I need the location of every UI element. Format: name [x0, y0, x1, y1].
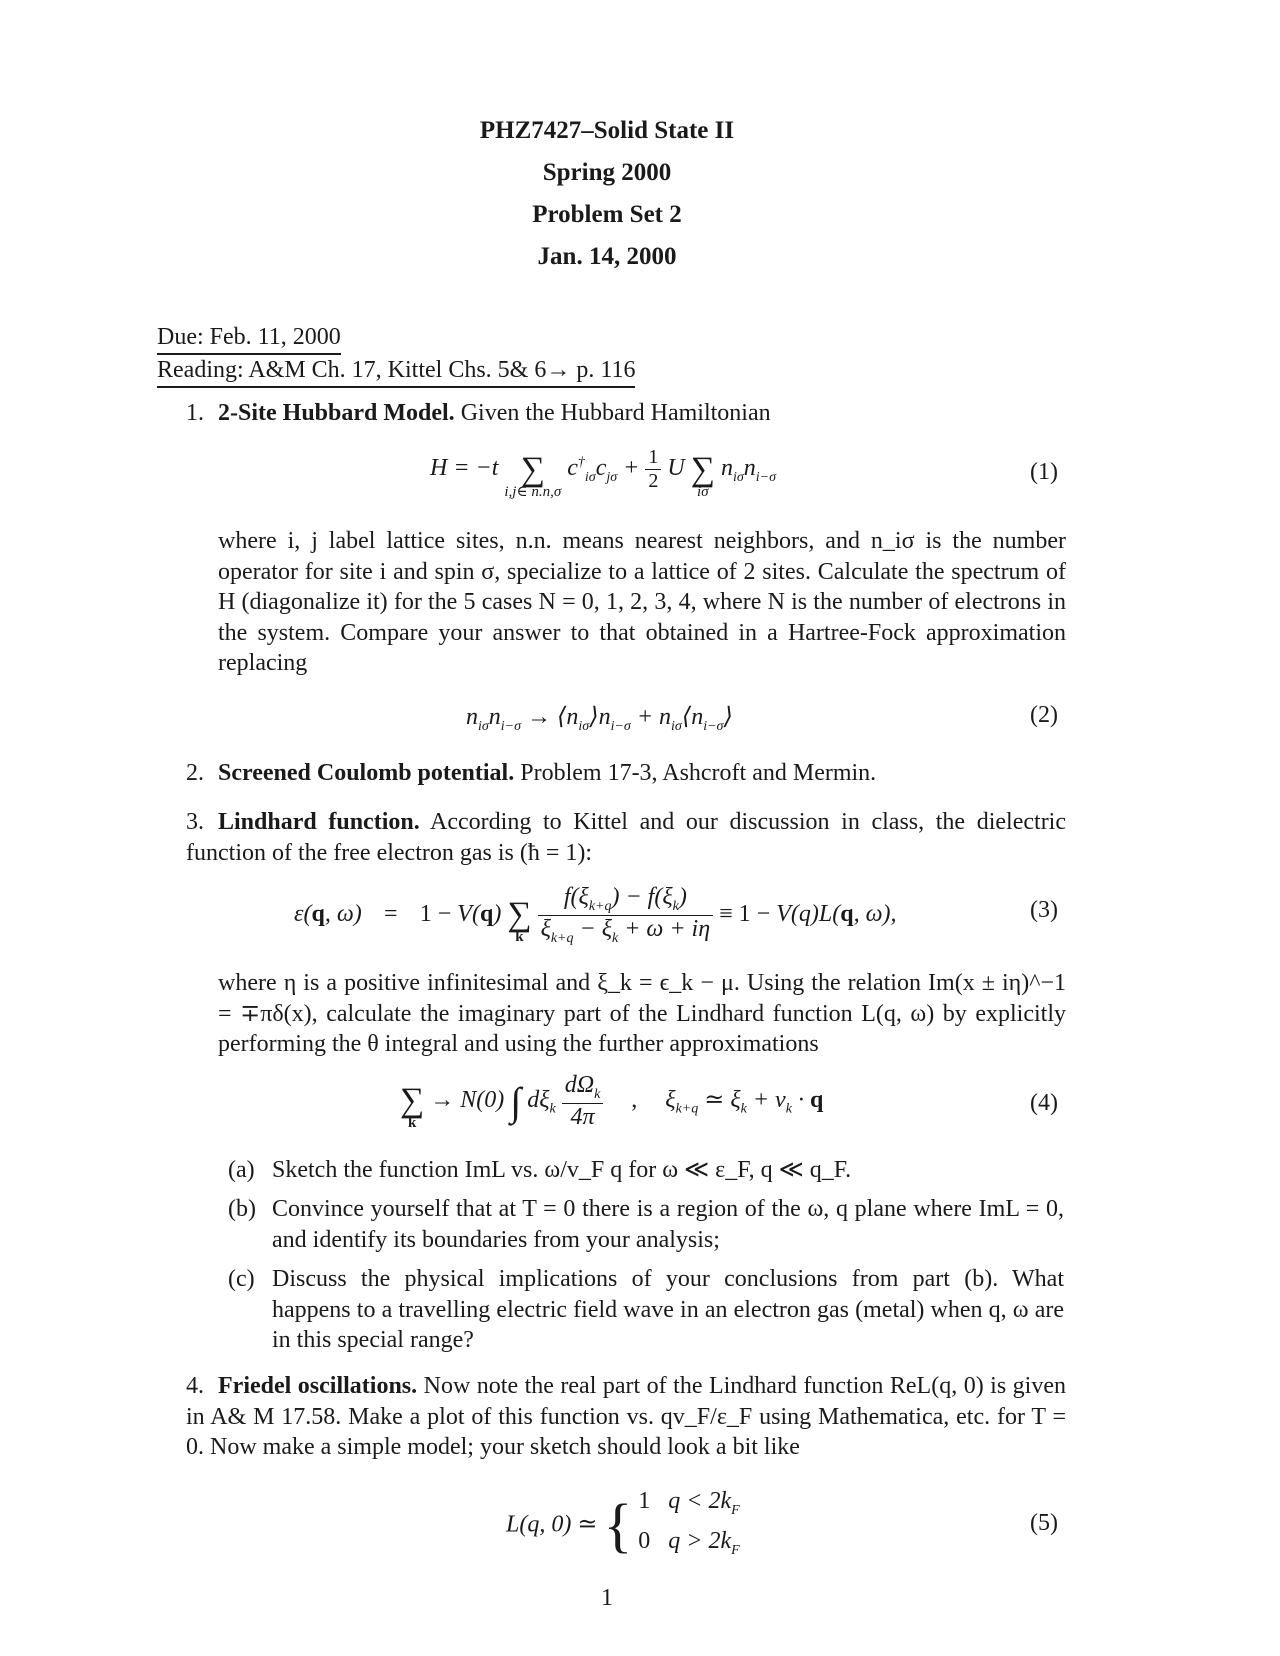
problem-number: 3.	[186, 809, 204, 835]
equation-number-3: (3)	[1030, 897, 1058, 923]
problem-3-body: where η is a positive infinitesimal and ξ_k = ϵ_k − μ. Using the relation Im(x ± iη)^−1 = ∓πδ(x), calculate the imaginary part of the Lindhard function L(q, ω) by explicitly performing the θ integral and using the further approximations	[218, 970, 1066, 1057]
issue-date: Jan. 14, 2000	[537, 243, 677, 270]
reading-assignment: Reading: A&M Ch. 17, Kittel Chs. 5& 6→ p. 116	[157, 355, 635, 388]
part-text: Convince yourself that at T = 0 there is a region of the ω, q plane where ImL = 0, and identify its boundaries from your analysis;	[272, 1196, 1064, 1253]
problem-2-heading	[186, 758, 1066, 789]
problem-intro: Now note the real part of the Lindhard function ReL(q, 0) is given in A& M 17.58. Make a plot of this function vs. qv_F/ε_F using Mathematica, etc. for T = 0. Now make a simple model; your sketch should look a bit like	[186, 1373, 1067, 1460]
problem-1-heading	[186, 398, 1066, 429]
problem-number: 4.	[186, 1373, 204, 1399]
problem-title: Lindhard function.	[218, 809, 420, 835]
problem-1-body: where i, j label lattice sites, n.n. means nearest neighbors, and n_iσ is the number operator for site i and spin σ, specialize to a lattice of 2 sites. Calculate the spectrum of H (diagonalize it) for the 5 cases N = 0, 1, 2, 3, 4, where N is the number of electrons in the system. Compare your answer to that obtained in a Hartree-Fock approximation replacing	[218, 528, 1066, 676]
equation-hartree-fock: $n_{i\sigma}n_{i-\sigma}$ → $⟨n_{i\sigma}⟩n_{i-\sigma}$ + $n_{i\sigma}⟨n_{i-\sigma}⟩$	[466, 704, 733, 734]
equation-number-5: (5)	[1030, 1510, 1058, 1536]
part-text: Sketch the function ImL vs. ω/v_F q for ω ≪ ε_F, q ≪ q_F.	[272, 1157, 852, 1183]
problem-number: 2.	[186, 760, 204, 786]
problem-number: 1.	[186, 400, 204, 426]
problem-intro: Problem 17-3, Ashcroft and Mermin.	[520, 760, 877, 786]
problem-title: Friedel oscillations.	[218, 1373, 418, 1399]
equation-number-1: (1)	[1030, 459, 1058, 485]
equation-dielectric-function: ε(q, ω) = 1 − V(q) ∑ k $\frac{f(\xi_{k+q}) - f(\xi_k)}{\xi_{k+q} - \xi_k + \omega + i\eta}$ ≡ 1 − V(q)L(q, ω),	[294, 884, 897, 946]
problem-intro: According to Kittel and our discussion in class, the dielectric function of the free electron gas is (ħ = 1):	[186, 809, 1066, 866]
equation-approximations: ∑ k → N(0) ∫ $d\xi_k$ $\frac{d\Omega_k}{4\pi}$ , $\xi_{k+q}$ ≃ $\xi_k + v_k \cdot q$	[400, 1072, 824, 1132]
problem-3-part-b	[228, 1194, 1066, 1255]
problem-intro: Given the Hubbard Hamiltonian	[460, 400, 771, 426]
problem-set-title: Problem Set 2	[532, 201, 682, 228]
semester: Spring 2000	[542, 159, 672, 186]
equation-step-model: L(q, 0) ≃ { 1 $q < 2k_F$ 0 $q > 2k_F$	[506, 1488, 740, 1559]
problem-3-part-a	[228, 1155, 1066, 1186]
equation-number-4: (4)	[1030, 1090, 1058, 1116]
part-label: (c)	[228, 1266, 255, 1292]
page-number: 1	[601, 1585, 613, 1611]
problem-3-heading	[186, 807, 1066, 868]
problem-3-part-c	[228, 1264, 1066, 1356]
part-label: (a)	[228, 1157, 255, 1183]
due-date: Due: Feb. 11, 2000	[157, 322, 341, 355]
equation-hubbard-hamiltonian: H = −t ∑ i,j∈ n.n,σ $c^\dagger_{i\sigma}c_{j\sigma}$ + $\frac{1}{2}$ U ∑ iσ $n_{i\sigma}n_{i-\sigma}$	[430, 446, 776, 500]
part-text: Discuss the physical implications of your conclusions from part (b). What happens to a travelling electric field wave in an electron gas (metal) when q, ω are in this special range?	[272, 1266, 1064, 1353]
course-title: PHZ7427–Solid State II	[479, 117, 735, 144]
problem-title: Screened Coulomb potential.	[218, 760, 515, 786]
problem-title: 2-Site Hubbard Model.	[218, 400, 455, 426]
problem-4-heading	[186, 1371, 1066, 1463]
part-label: (b)	[228, 1196, 256, 1222]
title-block	[0, 110, 1214, 278]
due-block	[157, 322, 635, 388]
equation-number-2: (2)	[1030, 702, 1058, 728]
